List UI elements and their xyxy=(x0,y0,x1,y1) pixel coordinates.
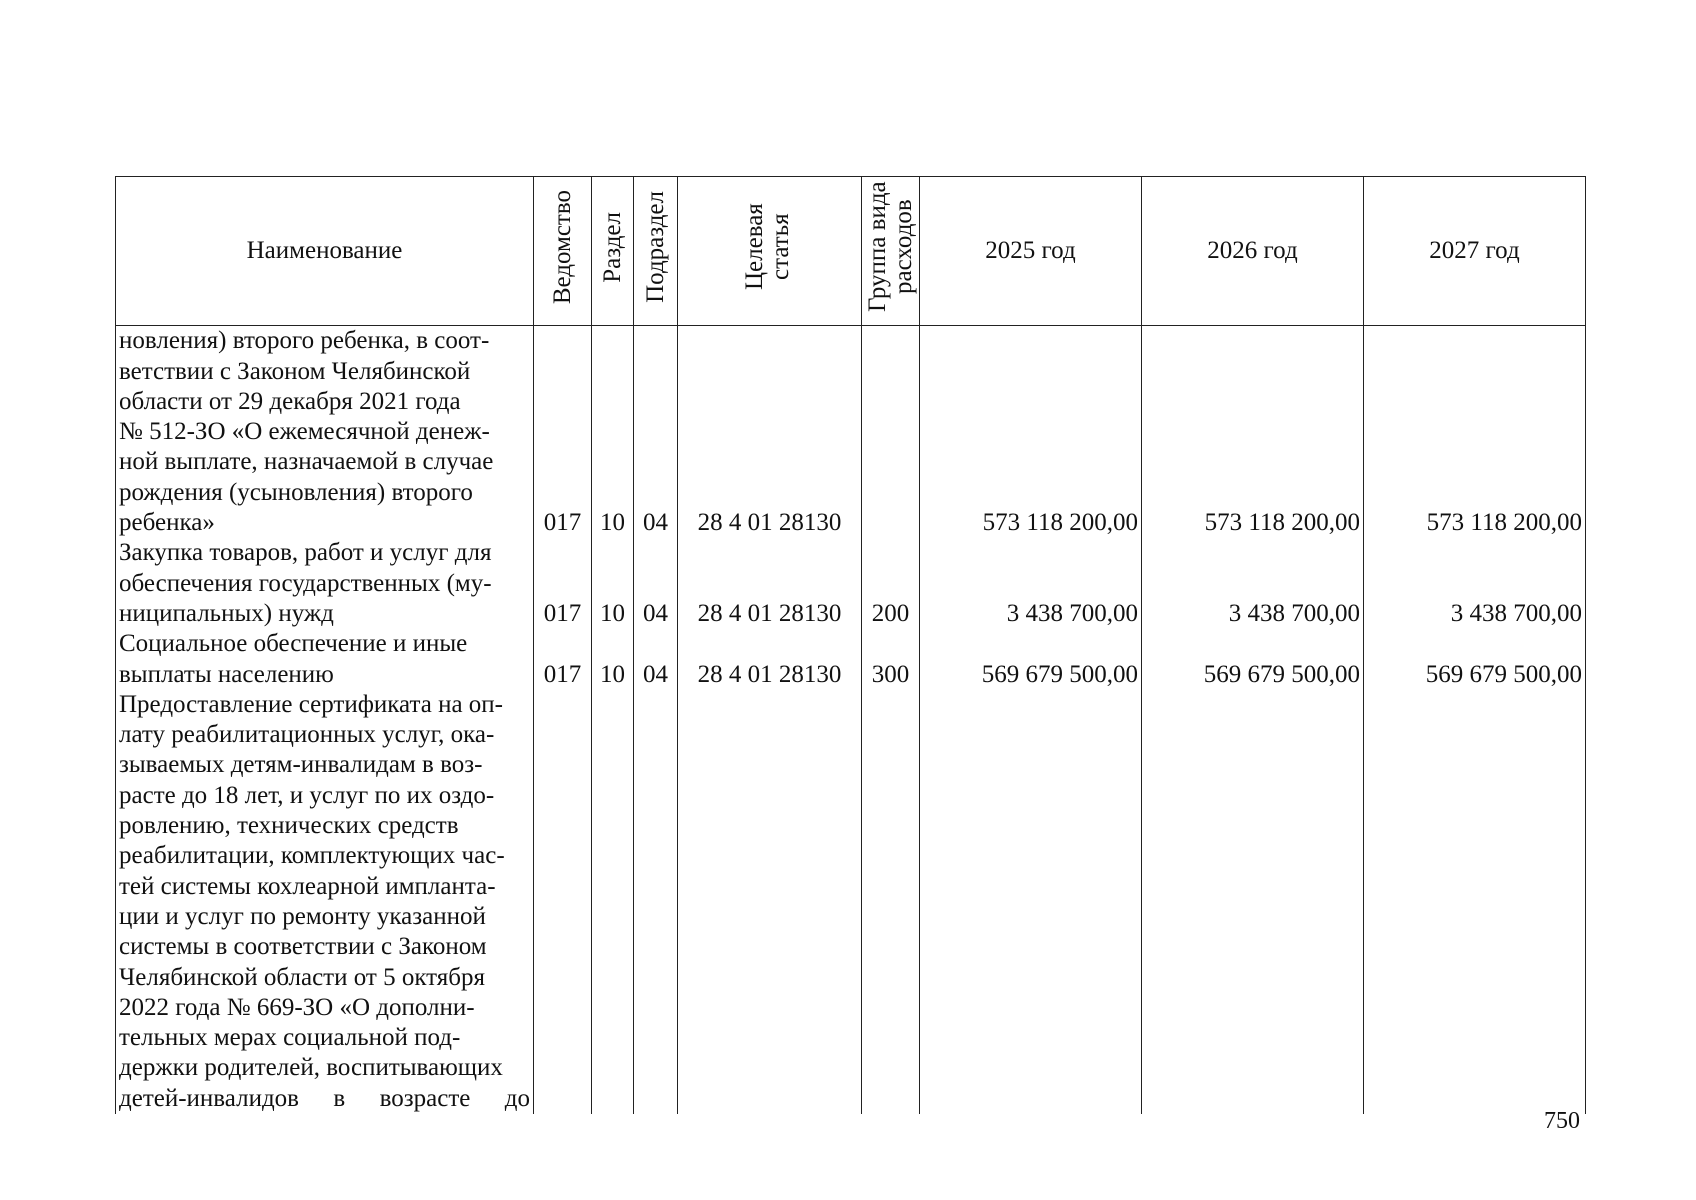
header-2025: 2025 год xyxy=(920,177,1142,326)
cell-name xyxy=(116,326,534,539)
cell-name-line: системы в соответствии с Законом xyxy=(119,933,487,961)
budget-table xyxy=(115,176,1586,1114)
cell-2025: 3 438 700,00 xyxy=(920,538,1142,629)
table-row xyxy=(116,538,1586,629)
header-2027: 2027 год xyxy=(1364,177,1586,326)
cell-expense-group: 300 xyxy=(862,629,920,690)
cell-2027: 573 118 200,00 xyxy=(1364,326,1586,539)
cell-name-line: тельных мерах социальной под- xyxy=(119,1024,461,1052)
cell-expense-group xyxy=(862,326,920,539)
cell-name-line: Закупка товаров, работ и услуг для xyxy=(119,539,492,567)
cell-2026: 569 679 500,00 xyxy=(1142,629,1364,690)
table-header-row xyxy=(116,177,1586,326)
header-name: Наименование xyxy=(116,177,534,326)
cell-2025: 573 118 200,00 xyxy=(920,326,1142,539)
cell-name xyxy=(116,629,534,690)
cell-section xyxy=(592,690,634,1114)
cell-target-article: 28 4 01 28130 xyxy=(678,538,862,629)
table-row xyxy=(116,326,1586,539)
cell-expense-group: 200 xyxy=(862,538,920,629)
cell-name-line: зываемых детям-инвалидам в воз- xyxy=(119,751,483,779)
cell-name-line: рождения (усыновления) второго xyxy=(119,478,473,506)
cell-name xyxy=(116,690,534,1114)
cell-name-line: держки родителей, воспитывающих xyxy=(119,1054,503,1082)
cell-subsection: 04 xyxy=(634,538,678,629)
cell-2025 xyxy=(920,690,1142,1114)
cell-section: 10 xyxy=(592,326,634,539)
header-target-article: Целевая статья xyxy=(678,177,862,326)
header-department: Ведомство xyxy=(534,177,592,326)
cell-name-line: реабилитации, комплектующих час- xyxy=(119,842,505,870)
table-row xyxy=(116,690,1586,1114)
cell-department xyxy=(534,690,592,1114)
cell-2026: 3 438 700,00 xyxy=(1142,538,1364,629)
cell-target-article: 28 4 01 28130 xyxy=(678,629,862,690)
table-row xyxy=(116,629,1586,690)
cell-2026 xyxy=(1142,690,1364,1114)
cell-2025: 569 679 500,00 xyxy=(920,629,1142,690)
header-section: Раздел xyxy=(592,177,634,326)
cell-2026: 573 118 200,00 xyxy=(1142,326,1364,539)
cell-name-line: ребенка» xyxy=(119,509,215,537)
cell-name-line: обеспечения государственных (му- xyxy=(119,569,492,597)
cell-2027: 3 438 700,00 xyxy=(1364,538,1586,629)
cell-name-line: детей-инвалидов в возрасте до xyxy=(119,1084,530,1112)
cell-name-line: ветствии с Законом Челябинской xyxy=(119,357,471,385)
cell-name-line: 2022 года № 669-ЗО «О дополни- xyxy=(119,993,475,1021)
cell-department: 017 xyxy=(534,538,592,629)
cell-name-line: № 512-ЗО «О ежемесячной денеж- xyxy=(119,418,490,446)
cell-name-line: Челябинской области от 5 октября xyxy=(119,963,485,991)
cell-department: 017 xyxy=(534,629,592,690)
cell-name xyxy=(116,538,534,629)
cell-subsection: 04 xyxy=(634,629,678,690)
cell-name-line: области от 29 декабря 2021 года xyxy=(119,387,461,415)
header-2026: 2026 год xyxy=(1142,177,1364,326)
cell-section: 10 xyxy=(592,629,634,690)
cell-name-line: расте до 18 лет, и услуг по их оздо- xyxy=(119,781,495,809)
cell-expense-group xyxy=(862,690,920,1114)
cell-name-line: выплаты населению xyxy=(119,660,334,688)
header-subsection: Подраздел xyxy=(634,177,678,326)
cell-name-line: ровлению, технических средств xyxy=(119,812,459,840)
cell-target-article xyxy=(678,690,862,1114)
cell-name-line: ции и услуг по ремонту указанной xyxy=(119,902,486,930)
cell-target-article: 28 4 01 28130 xyxy=(678,326,862,539)
cell-name-line: Предоставление сертификата на оп- xyxy=(119,690,504,718)
cell-name-line: ниципальных) нужд xyxy=(119,599,334,627)
cell-subsection xyxy=(634,690,678,1114)
cell-name-line: тей системы кохлеарной импланта- xyxy=(119,872,496,900)
cell-department: 017 xyxy=(534,326,592,539)
cell-name-line: лату реабилитационных услуг, ока- xyxy=(119,721,495,749)
cell-name-line: ной выплате, назначаемой в случае xyxy=(119,448,494,476)
header-expense-group: Группа вида расходов xyxy=(862,177,920,326)
cell-name-line: Социальное обеспечение и иные xyxy=(119,630,468,658)
cell-2027: 569 679 500,00 xyxy=(1364,629,1586,690)
cell-section: 10 xyxy=(592,538,634,629)
cell-2027 xyxy=(1364,690,1586,1114)
cell-subsection: 04 xyxy=(634,326,678,539)
page-number: 750 xyxy=(1544,1108,1580,1134)
cell-name-line: новления) второго ребенка, в соот- xyxy=(119,327,490,355)
